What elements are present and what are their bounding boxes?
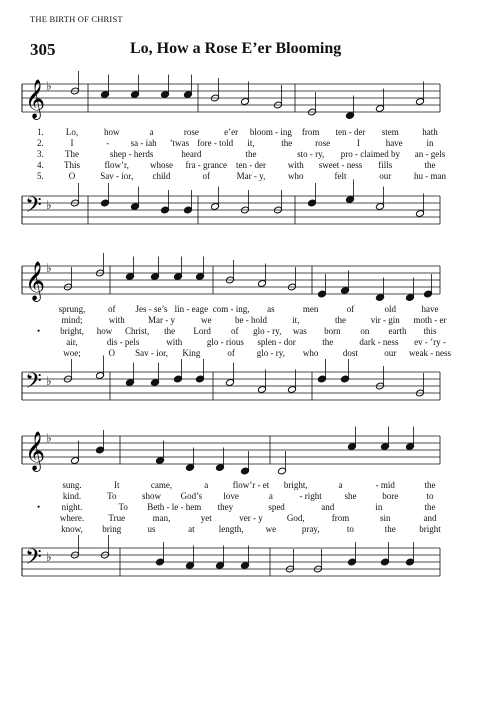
lyric-syllable: the bbox=[245, 149, 257, 159]
lyric-syllable: The bbox=[65, 149, 79, 159]
flat-key-signature-icon: ♭ bbox=[46, 431, 52, 445]
lyric-syllable: who bbox=[302, 348, 319, 358]
lyric-syllable: King bbox=[182, 348, 201, 358]
lyric-syllable: rose bbox=[315, 138, 331, 148]
lyric-syllable: ver - y bbox=[239, 513, 263, 523]
lyric-syllable: as bbox=[267, 304, 275, 314]
lyric-syllable: ten - der bbox=[236, 160, 266, 170]
lyric-syllable: fra - grance bbox=[185, 160, 227, 170]
lyric-syllable: to bbox=[426, 491, 434, 501]
lyric-syllable: bore bbox=[382, 491, 399, 501]
lyric-syllable: the bbox=[424, 160, 436, 170]
lyric-syllable: moth - er bbox=[413, 315, 447, 325]
lyric-syllable: bright, bbox=[283, 480, 308, 490]
lyric-line bbox=[0, 337, 480, 348]
treble-staff-1 bbox=[0, 66, 480, 136]
lyric-syllable: us bbox=[147, 524, 156, 534]
lyric-syllable: sprung, bbox=[58, 304, 86, 314]
lyric-syllable: ev - ’ry - bbox=[414, 337, 446, 347]
flat-key-signature-icon: ♭ bbox=[46, 261, 52, 275]
flat-key-signature-icon: ♭ bbox=[46, 374, 52, 388]
lyric-syllable: e’er bbox=[224, 127, 239, 137]
lyric-line bbox=[0, 149, 480, 160]
lyric-line bbox=[0, 326, 480, 337]
lyric-syllable: with bbox=[108, 315, 125, 325]
lyric-syllable: glo - ry, bbox=[256, 348, 285, 358]
lyric-syllable: Sav - ior, bbox=[100, 171, 134, 181]
lyric-syllable: the bbox=[424, 502, 436, 512]
lyric-syllable: she bbox=[344, 491, 357, 501]
flat-key-signature-icon: ♭ bbox=[46, 79, 52, 93]
lyric-syllable: it, bbox=[292, 315, 300, 325]
lyric-syllable: of bbox=[230, 326, 239, 336]
lyric-syllable: Mar - y bbox=[148, 315, 175, 325]
lyric-syllable: hath bbox=[422, 127, 438, 137]
lyric-syllable: we bbox=[265, 524, 277, 534]
treble-clef-icon: 𝄞 bbox=[25, 431, 46, 471]
lyric-syllable: flow’r, bbox=[104, 160, 129, 170]
lyric-syllable: glo - ry, bbox=[253, 326, 282, 336]
lyric-syllable: to bbox=[346, 524, 354, 534]
lyric-syllable: where. bbox=[59, 513, 85, 523]
treble-clef-icon: 𝄞 bbox=[25, 261, 46, 301]
lyric-syllable: O bbox=[108, 348, 116, 358]
lyrics-system-3 bbox=[0, 480, 480, 535]
lyric-syllable: flow’r - et bbox=[232, 480, 270, 490]
lyric-syllable: the bbox=[424, 480, 436, 490]
bass-staff-2 bbox=[0, 358, 480, 418]
lyric-syllable: it, bbox=[247, 138, 255, 148]
lyric-syllable: the bbox=[322, 337, 334, 347]
verse-number: 4. bbox=[37, 160, 44, 170]
lyric-syllable: they bbox=[217, 502, 234, 512]
lyric-syllable: be - hold bbox=[235, 315, 267, 325]
lyric-syllable: in bbox=[375, 502, 383, 512]
lyric-syllable: with bbox=[287, 160, 304, 170]
lyric-syllable: night. bbox=[61, 502, 83, 512]
lyrics-system-1 bbox=[0, 127, 480, 182]
lyric-syllable: I bbox=[356, 138, 360, 148]
lyric-syllable: Lord bbox=[193, 326, 211, 336]
hymn-title: Lo, How a Rose E’er Blooming bbox=[130, 40, 342, 57]
lyric-syllable: weak - ness bbox=[409, 348, 451, 358]
lyrics-system-2 bbox=[0, 304, 480, 359]
lyric-syllable: Sav - ior, bbox=[135, 348, 168, 358]
lyric-syllable: have bbox=[421, 304, 439, 314]
lyric-syllable: our bbox=[379, 171, 392, 181]
lyric-syllable: rose bbox=[183, 127, 199, 137]
lyric-syllable: and bbox=[423, 513, 437, 523]
lyric-syllable: on bbox=[360, 326, 370, 336]
lyric-syllable: heard bbox=[181, 149, 202, 159]
lyric-syllable: earth bbox=[388, 326, 407, 336]
lyric-line bbox=[0, 491, 480, 502]
lyric-syllable: our bbox=[384, 348, 397, 358]
lyric-syllable: God’s bbox=[180, 491, 203, 501]
lyric-syllable: love bbox=[223, 491, 239, 501]
verse-number: 3. bbox=[37, 149, 44, 159]
verse-number: 1. bbox=[37, 127, 44, 137]
lyric-syllable: was bbox=[292, 326, 307, 336]
lyric-syllable: at bbox=[188, 524, 195, 534]
lyric-syllable: - mid bbox=[375, 480, 395, 490]
lyric-syllable: bright bbox=[419, 524, 441, 534]
bass-clef-icon: 𝄢 bbox=[25, 193, 42, 223]
lyric-syllable: sung. bbox=[62, 480, 82, 490]
lyric-syllable: the bbox=[281, 138, 293, 148]
lyric-syllable: sin bbox=[379, 513, 391, 523]
lyric-syllable: bloom - ing bbox=[249, 127, 292, 137]
lyric-syllable: whose bbox=[150, 160, 173, 170]
lyric-syllable: I bbox=[70, 138, 74, 148]
lyric-syllable: kind. bbox=[62, 491, 82, 501]
hymn-number: 305 bbox=[30, 40, 56, 59]
lyric-line bbox=[0, 315, 480, 326]
lyric-syllable: old bbox=[384, 304, 396, 314]
lyric-syllable: of bbox=[227, 348, 235, 358]
lyric-syllable: from bbox=[301, 127, 320, 137]
lyric-line bbox=[0, 127, 480, 138]
bass-staff-1 bbox=[0, 182, 480, 242]
lyric-syllable: of bbox=[202, 171, 210, 181]
lyric-syllable: fore - told bbox=[197, 138, 234, 148]
lyric-syllable: - bbox=[106, 138, 110, 148]
section-title: THE BIRTH OF CHRIST bbox=[30, 14, 123, 24]
lyric-syllable: Beth - le - hem bbox=[147, 502, 202, 512]
lyric-syllable: This bbox=[63, 160, 81, 170]
lyric-syllable: glo - rious bbox=[206, 337, 244, 347]
lyric-syllable: child bbox=[152, 171, 171, 181]
lyric-syllable: True bbox=[108, 513, 126, 523]
lyric-syllable: bright, bbox=[60, 326, 84, 336]
lyric-syllable: in bbox=[426, 138, 434, 148]
lyric-syllable: O bbox=[68, 171, 76, 181]
lyric-syllable: mind; bbox=[61, 315, 83, 325]
lyric-line bbox=[0, 138, 480, 149]
lyric-syllable: who bbox=[288, 171, 304, 181]
lyric-syllable: stem bbox=[381, 127, 399, 137]
lyric-syllable: Mar - y, bbox=[236, 171, 266, 181]
lyric-syllable: how bbox=[96, 326, 113, 336]
lyric-syllable: Jes - se’s bbox=[135, 304, 168, 314]
lyric-line bbox=[0, 171, 480, 182]
lyric-syllable: an - gels bbox=[414, 149, 446, 159]
lyric-syllable: dost bbox=[342, 348, 358, 358]
lyric-syllable: Lo, bbox=[65, 127, 79, 137]
lyric-syllable: born bbox=[324, 326, 341, 336]
lyric-syllable: a bbox=[338, 480, 343, 490]
lyric-syllable: how bbox=[104, 127, 120, 137]
lyric-syllable: this bbox=[423, 326, 437, 336]
lyric-syllable: from bbox=[331, 513, 350, 523]
lyric-line bbox=[0, 160, 480, 171]
lyric-syllable: a bbox=[268, 491, 273, 501]
verse-number: • bbox=[37, 502, 41, 512]
lyric-syllable: dark - ness bbox=[359, 337, 399, 347]
lyric-syllable: have bbox=[385, 138, 403, 148]
lyric-syllable: we bbox=[201, 315, 212, 325]
lyric-syllable: yet bbox=[200, 513, 212, 523]
lyric-syllable: a bbox=[149, 127, 154, 137]
lyric-syllable: dis - pels bbox=[106, 337, 140, 347]
lyric-syllable: woe; bbox=[63, 348, 81, 358]
lyric-syllable: vir - gin bbox=[370, 315, 400, 325]
lyric-syllable: Christ, bbox=[124, 326, 150, 336]
lyric-syllable: know, bbox=[61, 524, 83, 534]
lyric-syllable: air, bbox=[66, 337, 78, 347]
lyric-syllable: the bbox=[164, 326, 176, 336]
verse-number: • bbox=[37, 326, 41, 336]
lyric-syllable: sa - iah bbox=[130, 138, 157, 148]
lyric-syllable: felt bbox=[334, 171, 347, 181]
lyric-line bbox=[0, 513, 480, 524]
lyric-syllable: the bbox=[335, 315, 346, 325]
treble-clef-icon: 𝄞 bbox=[25, 79, 46, 119]
lyric-syllable: ten - der bbox=[335, 127, 366, 137]
lyric-syllable: sto - ry, bbox=[297, 149, 325, 159]
lyric-syllable: hu - man bbox=[414, 171, 446, 181]
lyric-syllable: lin - eage bbox=[174, 304, 209, 314]
lyric-line bbox=[0, 304, 480, 315]
lyric-syllable: and bbox=[321, 502, 335, 512]
lyric-syllable: splen - dor bbox=[257, 337, 296, 347]
flat-key-signature-icon: ♭ bbox=[46, 550, 52, 564]
lyric-syllable: of bbox=[108, 304, 116, 314]
lyric-syllable: To bbox=[107, 491, 117, 501]
lyric-syllable: pray, bbox=[301, 524, 320, 534]
lyric-syllable: men bbox=[302, 304, 319, 314]
lyric-syllable: pro - claimed by bbox=[340, 149, 400, 159]
lyric-syllable: com - ing, bbox=[212, 304, 250, 314]
flat-key-signature-icon: ♭ bbox=[46, 198, 52, 212]
verse-number: 5. bbox=[37, 171, 44, 181]
lyric-syllable: To bbox=[118, 502, 128, 512]
bass-clef-icon: 𝄢 bbox=[25, 369, 42, 399]
lyric-syllable: ’twas bbox=[169, 138, 190, 148]
lyric-syllable: of bbox=[346, 304, 355, 314]
lyric-syllable: man, bbox=[152, 513, 171, 523]
bass-clef-icon: 𝄢 bbox=[25, 545, 42, 575]
lyric-syllable: the bbox=[384, 524, 396, 534]
lyric-syllable: shep - herds bbox=[109, 149, 154, 159]
lyric-syllable: sped bbox=[268, 502, 285, 512]
lyric-syllable: came, bbox=[150, 480, 173, 490]
lyric-line bbox=[0, 480, 480, 491]
lyric-syllable: a bbox=[204, 480, 209, 490]
lyric-syllable: God, bbox=[286, 513, 305, 523]
lyric-syllable: It bbox=[114, 480, 120, 490]
verse-number: 2. bbox=[37, 138, 44, 148]
lyric-syllable: - right bbox=[299, 491, 322, 501]
lyric-syllable: sweet - ness bbox=[318, 160, 363, 170]
lyric-syllable: with bbox=[166, 337, 183, 347]
lyric-syllable: fills bbox=[378, 160, 393, 170]
lyric-syllable: show bbox=[142, 491, 162, 501]
lyric-syllable: length, bbox=[218, 524, 244, 534]
bass-staff-3 bbox=[0, 534, 480, 594]
lyric-syllable: bring bbox=[102, 524, 122, 534]
lyric-line bbox=[0, 502, 480, 513]
